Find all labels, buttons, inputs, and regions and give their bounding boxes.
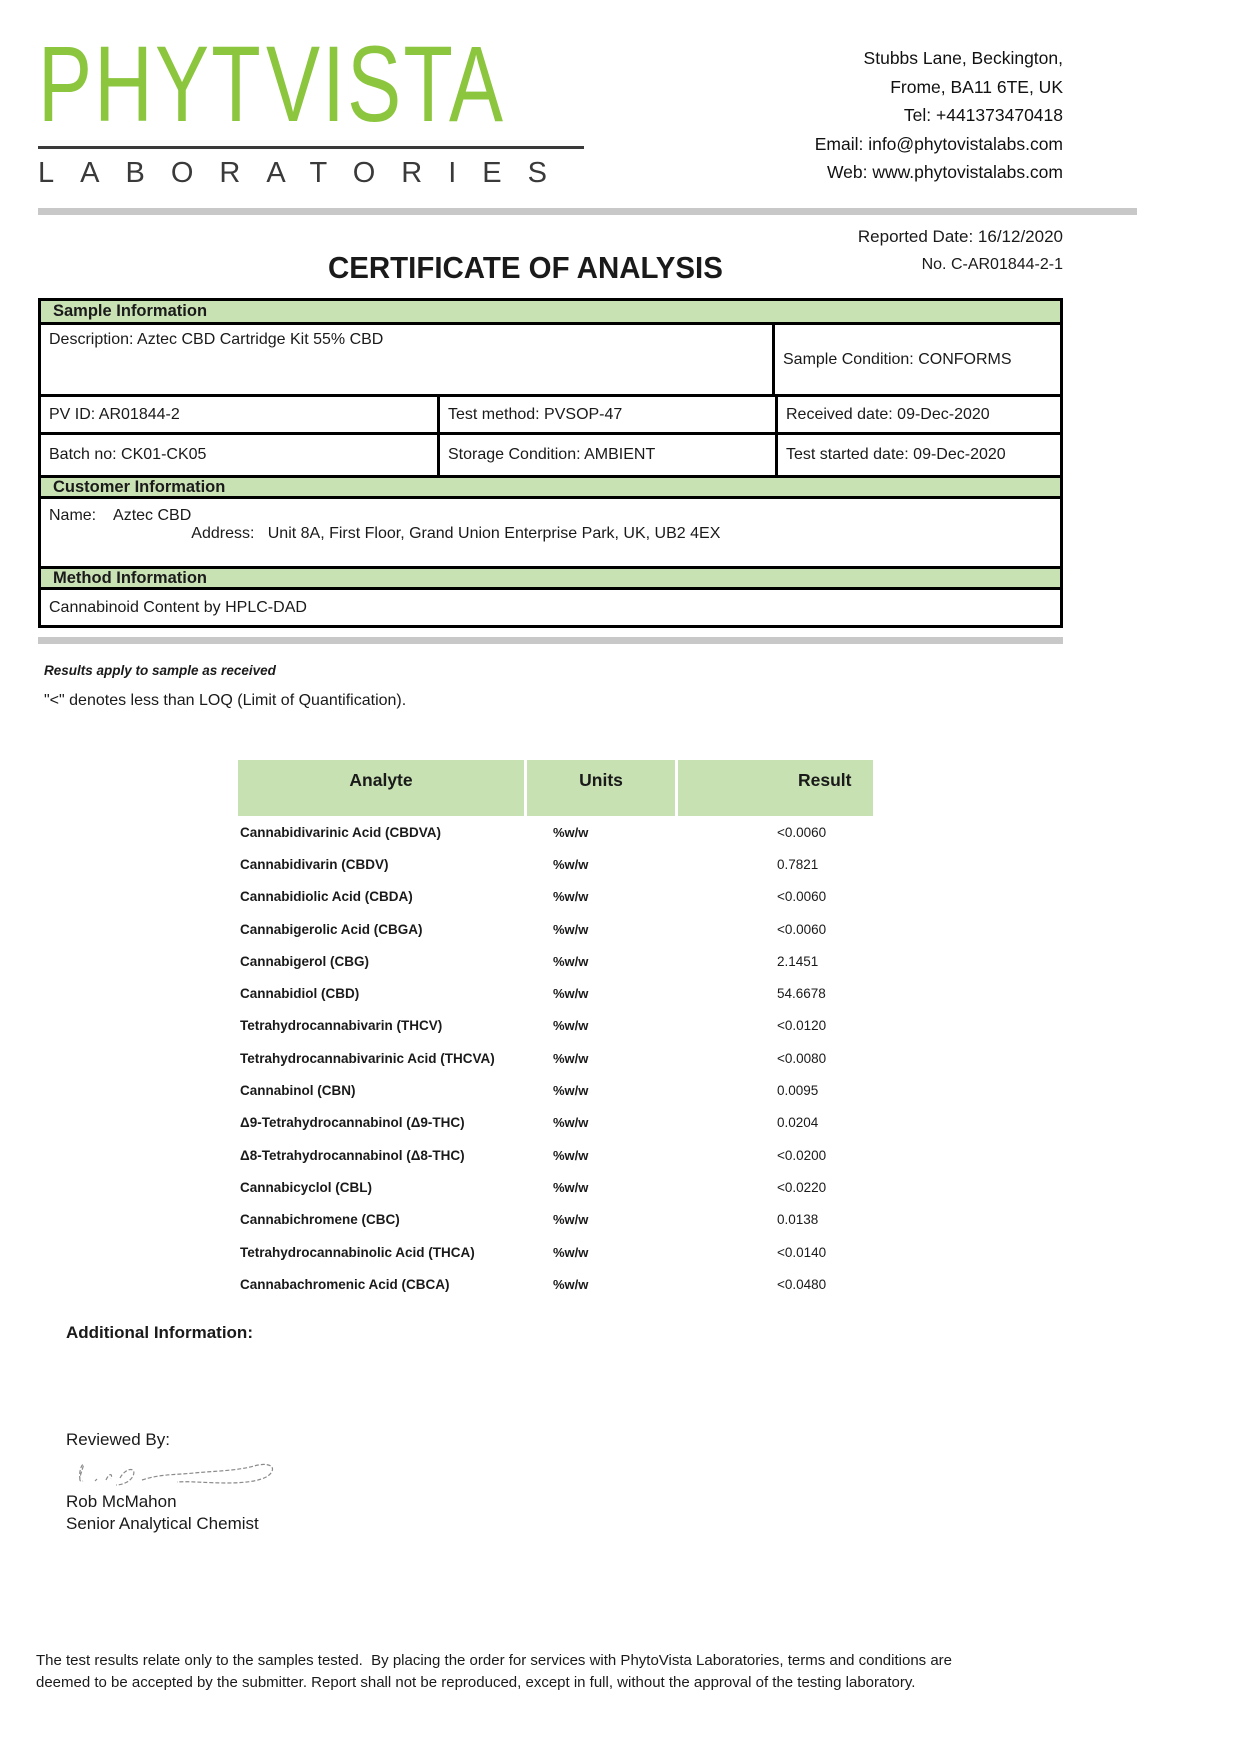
result-cell: <0.0060 xyxy=(777,824,827,840)
analyte-column-header: Analyte xyxy=(238,760,524,816)
results-note: Results apply to sample as received xyxy=(44,663,276,678)
units-cell: %w/w xyxy=(553,1083,589,1099)
result-column-header: Result xyxy=(678,760,873,816)
test-started-date: Test started date: 09-Dec-2020 xyxy=(786,446,1006,463)
units-cell: %w/w xyxy=(553,1179,589,1195)
units-cell: %w/w xyxy=(553,1244,589,1260)
analyte-cell: Tetrahydrocannabinolic Acid (THCA) xyxy=(240,1244,475,1260)
analyte-cell: Cannabigerolic Acid (CBGA) xyxy=(240,921,423,937)
section-divider-bar xyxy=(38,637,1063,644)
contact-address-line2: Frome, BA11 6TE, UK xyxy=(890,76,1063,97)
pv-id: PV ID: AR01844-2 xyxy=(41,397,440,432)
method-information-title: Method Information xyxy=(53,568,207,587)
logo-divider xyxy=(38,146,584,149)
table-row xyxy=(238,1268,873,1300)
footer-line1: The test results relate only to the samples tested. By placing the order for services with PhytoVista Laboratories, terms and conditions are xyxy=(36,1652,953,1669)
page-title: CERTIFICATE OF ANALYSIS xyxy=(328,250,723,285)
contact-web: Web: www.phytovistalabs.com xyxy=(826,162,1063,182)
table-row xyxy=(238,945,873,977)
analyte-cell: Cannabinol (CBN) xyxy=(240,1083,356,1099)
test-method: Test method: PVSOP-47 xyxy=(440,397,778,432)
analyte-cell: Cannabidivarinic Acid (CBDVA) xyxy=(240,824,442,840)
units-cell: %w/w xyxy=(553,856,589,872)
contact-tel: Tel: +441373470418 xyxy=(903,105,1063,125)
table-row xyxy=(238,848,873,880)
analyte-cell: Cannabicyclol (CBL) xyxy=(240,1179,373,1195)
contact-address-line1: Stubbs Lane, Beckington, xyxy=(863,48,1063,68)
result-cell: 2.1451 xyxy=(777,953,819,969)
contact-email: Email: info@phytovistalabs.com xyxy=(814,133,1063,154)
units-cell: %w/w xyxy=(553,1115,589,1131)
result-cell: <0.0140 xyxy=(777,1244,827,1260)
customer-information-header xyxy=(41,475,1060,496)
reviewer-name: Rob McMahon xyxy=(66,1492,177,1511)
results-table xyxy=(238,760,873,1300)
result-cell: <0.0220 xyxy=(777,1179,827,1195)
method-name: Cannabinoid Content by HPLC-DAD xyxy=(41,587,1060,625)
additional-information-label: Additional Information: xyxy=(66,1323,253,1342)
units-cell: %w/w xyxy=(553,1276,589,1292)
reported-date: Reported Date: 16/12/2020 xyxy=(857,227,1063,246)
units-cell: %w/w xyxy=(553,953,589,969)
logo-text-phyt: PHYT xyxy=(38,23,264,144)
units-cell: %w/w xyxy=(553,1147,589,1163)
analyte-cell: Cannabidiol (CBD) xyxy=(240,986,360,1002)
header-divider-bar xyxy=(38,208,1137,215)
analyte-cell: Δ9-Tetrahydrocannabinol (Δ9-THC) xyxy=(240,1115,465,1131)
analyte-cell: Tetrahydrocannabivarinic Acid (THCVA) xyxy=(240,1050,495,1066)
result-cell: <0.0200 xyxy=(777,1147,827,1163)
analyte-cell: Cannabichromene (CBC) xyxy=(240,1212,400,1228)
description-row xyxy=(41,322,1060,394)
logo-text-vista: VISTA xyxy=(266,23,506,144)
analyte-cell: Cannabidiolic Acid (CBDA) xyxy=(240,889,413,905)
table-row xyxy=(238,1204,873,1236)
report-number: No. C-AR01844-2-1 xyxy=(921,256,1063,273)
sample-information-header xyxy=(41,301,1060,322)
result-cell: 54.6678 xyxy=(777,986,826,1002)
units-cell: %w/w xyxy=(553,1212,589,1228)
results-table-header xyxy=(238,760,873,816)
units-column-header: Units xyxy=(527,760,675,816)
result-cell: <0.0080 xyxy=(777,1050,827,1066)
table-row xyxy=(238,1236,873,1268)
header xyxy=(38,23,1063,190)
logo-wordmark xyxy=(38,23,506,144)
method-information-header xyxy=(41,566,1060,587)
units-cell: %w/w xyxy=(553,921,589,937)
info-table xyxy=(38,298,1063,628)
storage-condition: Storage Condition: AMBIENT xyxy=(440,435,778,475)
pvid-row xyxy=(41,394,1060,432)
footer-disclaimer xyxy=(36,1650,1206,1693)
analyte-cell: Δ8-Tetrahydrocannabinol (Δ8-THC) xyxy=(240,1147,465,1163)
results-body xyxy=(238,816,873,1300)
logo-subtitle: LABORATORIES xyxy=(38,157,573,189)
table-row xyxy=(238,1139,873,1171)
analyte-cell: Tetrahydrocannabivarin (THCV) xyxy=(240,1018,443,1034)
customer-information-title: Customer Information xyxy=(53,477,226,496)
table-row xyxy=(238,1074,873,1106)
batch-row xyxy=(41,432,1060,475)
units-cell: %w/w xyxy=(553,1050,589,1066)
sample-information-title: Sample Information xyxy=(53,302,208,320)
table-row xyxy=(238,1107,873,1139)
result-cell: <0.0060 xyxy=(777,889,827,905)
table-row xyxy=(238,881,873,913)
table-row xyxy=(238,1042,873,1074)
customer-details xyxy=(41,496,1060,566)
reviewed-by-label: Reviewed By: xyxy=(66,1430,170,1449)
reviewer-title: Senior Analytical Chemist xyxy=(66,1514,259,1533)
result-cell: 0.0204 xyxy=(777,1115,819,1131)
table-row xyxy=(238,1010,873,1042)
analyte-cell: Cannabigerol (CBG) xyxy=(240,953,370,969)
sample-condition: Sample Condition: CONFORMS xyxy=(783,350,1012,368)
result-cell: <0.0120 xyxy=(777,1018,827,1034)
analyte-cell: Cannabachromenic Acid (CBCA) xyxy=(240,1276,450,1292)
phytovista-logo xyxy=(38,23,594,190)
contact-block xyxy=(815,30,1063,190)
customer-address: Address: Unit 8A, First Floor, Grand Union Enterprise Park, UK, UB2 4EX xyxy=(191,525,721,542)
table-row xyxy=(238,913,873,945)
table-row xyxy=(238,816,873,848)
table-row xyxy=(238,1171,873,1203)
footer-line2: deemed to be accepted by the submitter. Report shall not be reproduced, except in full, without the approval of the testing laboratory. xyxy=(36,1673,916,1691)
table-row xyxy=(238,977,873,1009)
received-date: Received date: 09-Dec-2020 xyxy=(786,405,990,423)
result-cell: 0.0138 xyxy=(777,1212,819,1228)
units-cell: %w/w xyxy=(553,889,589,905)
sample-description: Description: Aztec CBD Cartridge Kit 55% CBD xyxy=(41,325,775,394)
loq-note: "<" denotes less than LOQ (Limit of Quantification). xyxy=(44,692,407,709)
units-cell: %w/w xyxy=(553,824,589,840)
units-cell: %w/w xyxy=(553,1018,589,1034)
result-cell: <0.0480 xyxy=(777,1276,827,1292)
signature xyxy=(70,1452,285,1490)
units-cell: %w/w xyxy=(553,986,589,1002)
result-cell: 0.0095 xyxy=(777,1083,819,1099)
result-cell: 0.7821 xyxy=(777,856,819,872)
batch-no: Batch no: CK01-CK05 xyxy=(41,435,440,475)
customer-name: Name: Aztec CBD xyxy=(49,507,192,524)
result-cell: <0.0060 xyxy=(777,921,827,937)
analyte-cell: Cannabidivarin (CBDV) xyxy=(240,856,389,872)
